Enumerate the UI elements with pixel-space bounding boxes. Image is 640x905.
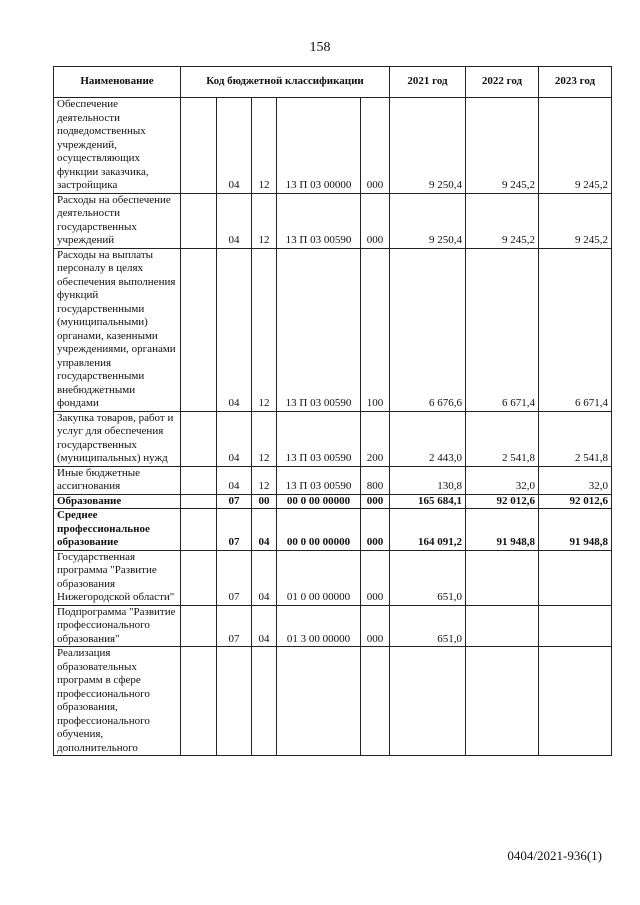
value-2023: 6 671,4 bbox=[539, 248, 612, 411]
table-row bbox=[54, 193, 612, 248]
code-subsection: 12 bbox=[252, 411, 277, 466]
page-number: 158 bbox=[309, 40, 331, 55]
value-2023: 2 541,8 bbox=[539, 411, 612, 466]
code-section: 07 bbox=[217, 494, 252, 509]
row-name: Расходы на обеспечение деятельности государственных учреждений bbox=[54, 193, 181, 248]
value-2021: 6 676,6 bbox=[390, 248, 466, 411]
value-2021: 2 443,0 bbox=[390, 411, 466, 466]
row-name: Иные бюджетные ассигнования bbox=[54, 466, 181, 494]
code-section: 07 bbox=[217, 550, 252, 605]
code-section: 04 bbox=[217, 98, 252, 194]
document-code: 0404/2021-936(1) bbox=[507, 848, 602, 863]
table-row bbox=[54, 98, 612, 194]
code-section: 04 bbox=[217, 193, 252, 248]
code-a bbox=[181, 605, 217, 647]
code-a bbox=[181, 550, 217, 605]
code-a bbox=[181, 411, 217, 466]
value-2023 bbox=[539, 605, 612, 647]
code-a bbox=[181, 248, 217, 411]
value-2021: 651,0 bbox=[390, 605, 466, 647]
code-section: 04 bbox=[217, 466, 252, 494]
header-2021: 2021 год bbox=[390, 67, 466, 98]
value-2022: 32,0 bbox=[466, 466, 539, 494]
table-row bbox=[54, 411, 612, 466]
code-target: 00 0 00 00000 bbox=[277, 494, 361, 509]
code-type: 000 bbox=[361, 193, 390, 248]
code-type: 000 bbox=[361, 550, 390, 605]
code-target: 13 П 03 00000 bbox=[277, 98, 361, 194]
code-subsection: 04 bbox=[252, 509, 277, 551]
value-2021 bbox=[390, 647, 466, 756]
code-target: 00 0 00 00000 bbox=[277, 509, 361, 551]
code-section: 07 bbox=[217, 509, 252, 551]
value-2022: 92 012,6 bbox=[466, 494, 539, 509]
code-subsection bbox=[252, 647, 277, 756]
code-subsection: 04 bbox=[252, 550, 277, 605]
code-subsection: 12 bbox=[252, 193, 277, 248]
row-name: Обеспечение деятельности подведомственных учреждений, осуществляющих функции заказчика, застройщика bbox=[54, 98, 181, 194]
value-2022 bbox=[466, 550, 539, 605]
code-type: 100 bbox=[361, 248, 390, 411]
row-name: Подпрограмма "Развитие профессионального образования" bbox=[54, 605, 181, 647]
code-target: 13 П 03 00590 bbox=[277, 193, 361, 248]
table-row bbox=[54, 494, 612, 509]
row-name: Среднее профессиональное образование bbox=[54, 509, 181, 551]
table-row bbox=[54, 509, 612, 551]
value-2023: 92 012,6 bbox=[539, 494, 612, 509]
code-a bbox=[181, 466, 217, 494]
code-target: 01 0 00 00000 bbox=[277, 550, 361, 605]
header-code: Код бюджетной классификации bbox=[181, 67, 390, 98]
code-subsection: 00 bbox=[252, 494, 277, 509]
code-type: 000 bbox=[361, 509, 390, 551]
code-type bbox=[361, 647, 390, 756]
code-type: 800 bbox=[361, 466, 390, 494]
value-2021: 164 091,2 bbox=[390, 509, 466, 551]
table-row bbox=[54, 647, 612, 756]
value-2021: 9 250,4 bbox=[390, 98, 466, 194]
value-2022: 6 671,4 bbox=[466, 248, 539, 411]
code-subsection: 12 bbox=[252, 98, 277, 194]
code-a bbox=[181, 509, 217, 551]
table-row bbox=[54, 466, 612, 494]
value-2023: 91 948,8 bbox=[539, 509, 612, 551]
value-2022: 9 245,2 bbox=[466, 193, 539, 248]
value-2021: 130,8 bbox=[390, 466, 466, 494]
code-target: 13 П 03 00590 bbox=[277, 248, 361, 411]
budget-table bbox=[53, 66, 612, 756]
header-2022: 2022 год bbox=[466, 67, 539, 98]
value-2021: 165 684,1 bbox=[390, 494, 466, 509]
row-name: Государственная программа "Развитие образования Нижегородской области" bbox=[54, 550, 181, 605]
code-target: 13 П 03 00590 bbox=[277, 411, 361, 466]
value-2023: 32,0 bbox=[539, 466, 612, 494]
value-2023: 9 245,2 bbox=[539, 98, 612, 194]
code-section: 04 bbox=[217, 248, 252, 411]
code-target: 13 П 03 00590 bbox=[277, 466, 361, 494]
code-a bbox=[181, 647, 217, 756]
value-2021: 9 250,4 bbox=[390, 193, 466, 248]
code-section: 07 bbox=[217, 605, 252, 647]
row-name: Образование bbox=[54, 494, 181, 509]
code-subsection: 12 bbox=[252, 466, 277, 494]
code-a bbox=[181, 98, 217, 194]
value-2022: 2 541,8 bbox=[466, 411, 539, 466]
row-name: Реализация образовательных программ в сфере профессионального образования, профессионального обучения, дополнительного bbox=[54, 647, 181, 756]
code-subsection: 04 bbox=[252, 605, 277, 647]
code-a bbox=[181, 193, 217, 248]
code-type: 000 bbox=[361, 605, 390, 647]
value-2023: 9 245,2 bbox=[539, 193, 612, 248]
header-2023: 2023 год bbox=[539, 67, 612, 98]
value-2022 bbox=[466, 605, 539, 647]
table-row bbox=[54, 550, 612, 605]
code-target bbox=[277, 647, 361, 756]
code-subsection: 12 bbox=[252, 248, 277, 411]
value-2022: 9 245,2 bbox=[466, 98, 539, 194]
code-a bbox=[181, 494, 217, 509]
row-name: Расходы на выплаты персоналу в целях обеспечения выполнения функций государственными (муниципальными) органами, казенными учреждениями, органами управления государственными внебюджетными фондами bbox=[54, 248, 181, 411]
code-section bbox=[217, 647, 252, 756]
value-2022: 91 948,8 bbox=[466, 509, 539, 551]
value-2023 bbox=[539, 550, 612, 605]
value-2023 bbox=[539, 647, 612, 756]
header-name: Наименование bbox=[54, 67, 181, 98]
code-type: 200 bbox=[361, 411, 390, 466]
code-type: 000 bbox=[361, 494, 390, 509]
value-2022 bbox=[466, 647, 539, 756]
row-name: Закупка товаров, работ и услуг для обеспечения государственных (муниципальных) нужд bbox=[54, 411, 181, 466]
table-row bbox=[54, 248, 612, 411]
table-row bbox=[54, 605, 612, 647]
value-2021: 651,0 bbox=[390, 550, 466, 605]
code-section: 04 bbox=[217, 411, 252, 466]
code-target: 01 3 00 00000 bbox=[277, 605, 361, 647]
table-header-row bbox=[54, 67, 612, 98]
code-type: 000 bbox=[361, 98, 390, 194]
